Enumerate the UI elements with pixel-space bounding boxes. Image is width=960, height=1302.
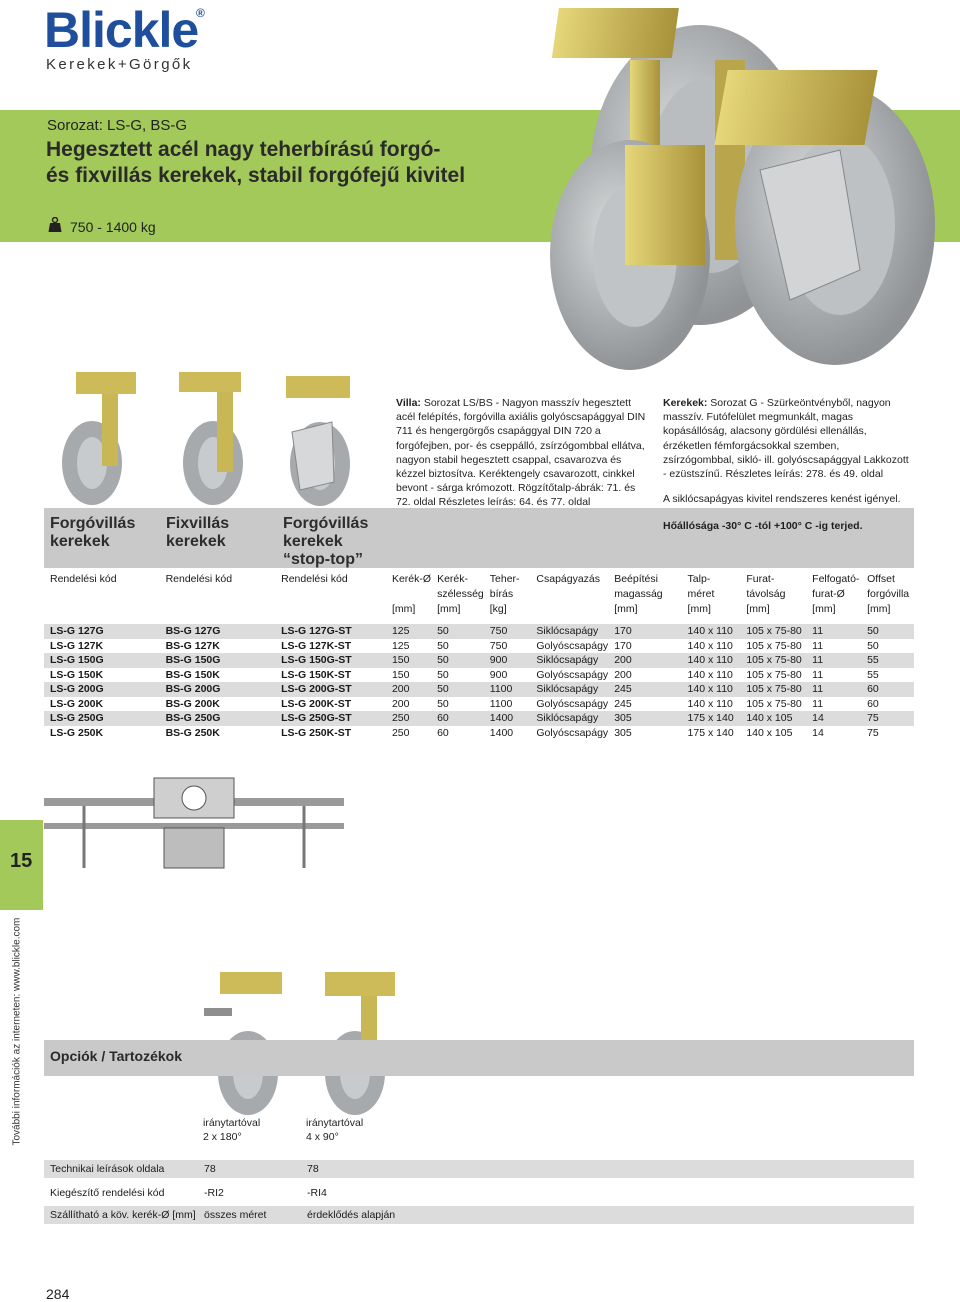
table-cell: 140 x 105	[746, 726, 793, 739]
table-cell: 105 x 75-80	[740, 624, 806, 639]
table-cell: 140 x 110	[687, 668, 733, 681]
fork-text: Sorozat LS/BS - Nagyon masszív hegesztett acél felépítés, forgóvilla axiális golyóscsapággyal DIN 711 és hengergörgős csapággyal DIN 720 a forgófejben, por- és cseppálló, zsírzógombbal ellátva, nagyon stabil hegesztett csappal, csavarozva és kézzel biztosítva. Keréktengely csavarozott, cinkkel bevont - sárga krómozott. Rögzítőtalp-ábrák: 71. és 72. oldal Részletes leírás: 64. és 77. oldal	[396, 397, 646, 509]
page-title: Hegesztett acél nagy teherbírású forgó- és fixvillás kerekek, stabil forgófejű kivitel	[46, 138, 466, 187]
table-header-cell: [mm]	[437, 603, 461, 615]
table-header-cell: távolság	[746, 588, 786, 600]
options-row-label: Technikai leírások oldala	[50, 1163, 165, 1175]
table-cell: 50	[861, 624, 914, 639]
table-cell: 11	[806, 653, 861, 668]
table-cell: 170	[614, 639, 632, 652]
table-header-cell	[44, 603, 160, 618]
fixed-column-title: Fixvillás kerekek	[166, 515, 230, 550]
order-code-cell: BS-G 200K	[165, 697, 220, 710]
table-cell: 55	[867, 668, 879, 681]
table-header-cell: Rendelési kód	[281, 573, 348, 585]
options-row-value: érdeklődés alapján	[307, 1209, 396, 1221]
order-code-cell: BS-G 150G	[160, 653, 276, 668]
order-code-cell: LS-G 150G-ST	[275, 653, 386, 668]
order-code-cell: LS-G 250G	[44, 711, 160, 726]
option1-label: iránytartóval	[203, 1117, 261, 1129]
table-cell: 105 x 75-80	[746, 697, 802, 710]
table-row	[44, 653, 914, 668]
table-header-cell: Kerék-Ø	[391, 573, 432, 585]
table-cell: 50	[431, 624, 484, 639]
table-cell: 50	[867, 639, 879, 652]
table-cell: 50	[437, 668, 449, 681]
table-cell: 50	[437, 639, 449, 652]
weight-icon	[48, 217, 62, 232]
table-header-cell: Furat-	[746, 573, 775, 585]
options-row-value: -RI4	[307, 1187, 327, 1199]
table-cell: 305	[614, 726, 632, 739]
table-header-cell	[530, 588, 608, 603]
options-row-label: Szállítható a köv. kerék-Ø [mm]	[50, 1209, 196, 1221]
table-header-cell: Talp-	[687, 573, 711, 585]
table-cell: 50	[437, 697, 449, 710]
table-header-cell	[275, 603, 386, 618]
table-cell: 140 x 110	[682, 682, 741, 697]
table-cell: 125	[391, 639, 410, 652]
options-row-value: 78	[204, 1163, 216, 1175]
table-cell: 245	[608, 682, 681, 697]
table-cell: 105 x 75-80	[746, 668, 802, 681]
table-header-cell: [mm]	[867, 603, 891, 615]
weight-range: 750 - 1400 kg	[70, 219, 156, 235]
table-cell: 750	[484, 624, 531, 639]
heat-resistance: Hőállósága -30° C -tól +100° C -ig terjed.	[663, 520, 863, 532]
table-cell: Siklócsapágy	[530, 624, 608, 639]
table-row	[44, 726, 914, 741]
option2-label: iránytartóval	[306, 1117, 364, 1129]
table-cell: 105 x 75-80	[740, 653, 806, 668]
table-cell: 11	[812, 697, 824, 710]
table-cell: 105 x 75-80	[740, 682, 806, 697]
table-cell: 11	[812, 668, 824, 681]
order-code-cell: BS-G 127G	[160, 624, 276, 639]
table-cell: 55	[861, 653, 914, 668]
fork-description	[396, 396, 651, 510]
fork-label: Villa:	[396, 397, 421, 409]
table-row	[44, 711, 914, 726]
options-row-technical	[44, 1160, 914, 1178]
table-header-cell: Csapágyazás	[536, 573, 601, 585]
table-header-cell	[386, 588, 431, 603]
table-cell: Golyóscsapágy	[536, 697, 609, 710]
order-code-cell: LS-G 127G	[44, 624, 160, 639]
table-cell: Siklócsapágy	[530, 682, 608, 697]
order-code-cell: LS-G 127G-ST	[275, 624, 386, 639]
order-code-cell: LS-G 200G-ST	[275, 682, 386, 697]
table-cell: 50	[431, 682, 484, 697]
table-row	[44, 697, 914, 712]
table-header-cell: méret	[687, 588, 715, 600]
table-cell: 11	[806, 624, 861, 639]
table-cell: 250	[391, 726, 410, 739]
table-header-row	[44, 588, 914, 603]
stoptop-caster-image	[272, 372, 372, 508]
order-code-cell: LS-G 150G	[44, 653, 160, 668]
order-code-cell: LS-G 250K	[50, 726, 104, 739]
table-header-cell: szélesség	[437, 588, 484, 600]
blickle-logo: Blickle	[44, 2, 199, 58]
table-header-cell: magasság	[614, 588, 663, 600]
table-cell: 245	[614, 697, 632, 710]
table-cell: 14	[806, 711, 861, 726]
order-code-cell: LS-G 250K-ST	[281, 726, 352, 739]
table-header-cell: Rendelési kód	[50, 573, 117, 585]
order-code-cell: LS-G 127K-ST	[281, 639, 352, 652]
table-cell: 200	[391, 697, 410, 710]
order-code-cell: BS-G 127K	[165, 639, 220, 652]
table-cell: 750	[489, 639, 508, 652]
wheel-description	[663, 396, 913, 481]
table-cell: 1400	[484, 711, 531, 726]
table-cell: 11	[812, 639, 824, 652]
table-header-cell: furat-Ø	[812, 588, 845, 600]
table-header-cell	[275, 588, 386, 603]
table-cell: 150	[391, 668, 410, 681]
table-cell: Golyóscsapágy	[536, 726, 609, 739]
table-header-cell: bírás	[489, 588, 514, 600]
order-code-cell: LS-G 127K	[50, 639, 104, 652]
table-header-cell: Felfogató-	[812, 573, 860, 585]
order-code-cell: LS-G 250G-ST	[275, 711, 386, 726]
table-cell: 250	[386, 711, 431, 726]
table-cell: 175 x 140	[687, 726, 734, 739]
order-code-cell: BS-G 250K	[165, 726, 220, 739]
lubrication-note: A siklócsapágyas kivitel rendszeres kenést igényel.	[663, 493, 901, 505]
option2-sub: 4 x 90°	[306, 1131, 339, 1143]
table-cell: 140 x 110	[682, 624, 741, 639]
table-cell: 75	[861, 711, 914, 726]
website-note: További információk az interneten: www.blickle.com	[11, 917, 23, 1146]
table-cell: 60	[431, 711, 484, 726]
table-cell: 900	[484, 653, 531, 668]
table-cell: 175 x 140	[682, 711, 741, 726]
table-header-cell: Beépítési	[614, 573, 658, 585]
table-header-cell: [mm]	[687, 603, 711, 615]
table-header-cell: Rendelési kód	[165, 573, 233, 585]
table-header-cell	[160, 588, 276, 603]
order-code-cell: LS-G 150K	[50, 668, 104, 681]
series-label: Sorozat: LS-G, BS-G	[47, 117, 188, 134]
options-row-value: összes méret	[204, 1209, 267, 1221]
swivel-caster-image	[50, 368, 150, 508]
table-cell: Siklócsapágy	[530, 653, 608, 668]
table-cell: 60	[867, 697, 879, 710]
table-cell: 305	[608, 711, 681, 726]
table-cell: 105 x 75-80	[746, 639, 802, 652]
table-row	[44, 639, 914, 654]
table-cell: Golyóscsapágy	[536, 639, 609, 652]
table-row	[44, 668, 914, 683]
order-code-cell: BS-G 200G	[160, 682, 276, 697]
cross-section-drawing	[44, 768, 344, 878]
fixed-caster-image	[165, 368, 265, 508]
table-cell: 140 x 110	[682, 653, 741, 668]
stoptop-column-title: Forgóvillás kerekek “stop-top”	[283, 515, 369, 568]
table-cell: 75	[867, 726, 879, 739]
table-cell: 140 x 110	[687, 697, 733, 710]
table-header-cell: [mm]	[391, 603, 416, 615]
table-header-cell	[44, 588, 160, 603]
table-header-cell: forgóvilla	[867, 588, 910, 600]
table-cell: 50	[431, 653, 484, 668]
table-cell: 140 x 105	[740, 711, 806, 726]
page-number: 284	[46, 1286, 70, 1302]
options-row-value: 78	[307, 1163, 319, 1175]
table-header-cell	[160, 603, 276, 618]
table-cell: 60	[437, 726, 449, 739]
table-cell: 1400	[489, 726, 514, 739]
table-cell: 150	[386, 653, 431, 668]
table-cell: 60	[861, 682, 914, 697]
table-header-cell: Offset	[867, 573, 895, 585]
table-row	[44, 682, 914, 697]
order-code-cell: BS-G 250G	[160, 711, 276, 726]
section-number: 15	[10, 850, 33, 872]
table-header-cell: Teher-	[489, 573, 520, 585]
options-row-value: -RI2	[204, 1187, 224, 1199]
options-title: Opciók / Tartozékok	[50, 1048, 182, 1064]
table-header-cell: [mm]	[746, 603, 770, 615]
table-header-cell: [mm]	[614, 603, 638, 615]
wheel-text: Sorozat G - Szürkeöntvényből, nagyon masszív. Futófelület megmunkált, magas kopásállóság, alacsony gördülési ellenállás, érzéketlen fémforgácsokkal szemben, zsírzógombbal, sikló- ill. golyóscsapággyal Lakkozott - ezüstszínű. Részletes leírás: 278. és 49. oldal	[663, 397, 909, 481]
order-code-cell: LS-G 200K	[50, 697, 104, 710]
table-cell: Golyóscsapágy	[536, 668, 609, 681]
table-cell: 200	[614, 668, 632, 681]
table-cell: Siklócsapágy	[530, 711, 608, 726]
options-row-code	[44, 1184, 914, 1202]
hero-caster-image	[440, 0, 960, 380]
options-row-sizes	[44, 1206, 914, 1224]
table-cell: 1100	[489, 697, 513, 710]
table-cell: 140 x 110	[687, 639, 733, 652]
table-header-cell: [kg]	[489, 603, 507, 615]
order-code-cell: LS-G 150K-ST	[281, 668, 352, 681]
table-header-cell: Kerék-	[437, 573, 468, 585]
wheel-label: Kerekek:	[663, 397, 708, 409]
table-cell: 200	[608, 653, 681, 668]
logo-subtitle: Kerekek+Görgők	[46, 56, 193, 73]
table-cell: 11	[806, 682, 861, 697]
table-header-cell	[530, 603, 608, 618]
table-header-row	[44, 573, 914, 588]
spec-table	[44, 573, 914, 740]
swivel-column-title: Forgóvillás kerekek	[50, 515, 136, 550]
table-cell: 125	[386, 624, 431, 639]
order-code-cell: LS-G 200G	[44, 682, 160, 697]
option1-sub: 2 x 180°	[203, 1131, 242, 1143]
table-cell: 900	[489, 668, 508, 681]
order-code-cell: LS-G 200K-ST	[281, 697, 352, 710]
registered-mark: ®	[196, 6, 205, 20]
table-cell: 14	[812, 726, 824, 739]
table-cell: 1100	[484, 682, 531, 697]
table-cell: 200	[386, 682, 431, 697]
table-header-row	[44, 603, 914, 618]
order-code-cell: BS-G 150K	[165, 668, 220, 681]
options-row-label: Kiegészítő rendelési kód	[50, 1187, 165, 1199]
table-row	[44, 624, 914, 639]
table-header-cell: [mm]	[812, 603, 836, 615]
table-cell: 170	[608, 624, 681, 639]
